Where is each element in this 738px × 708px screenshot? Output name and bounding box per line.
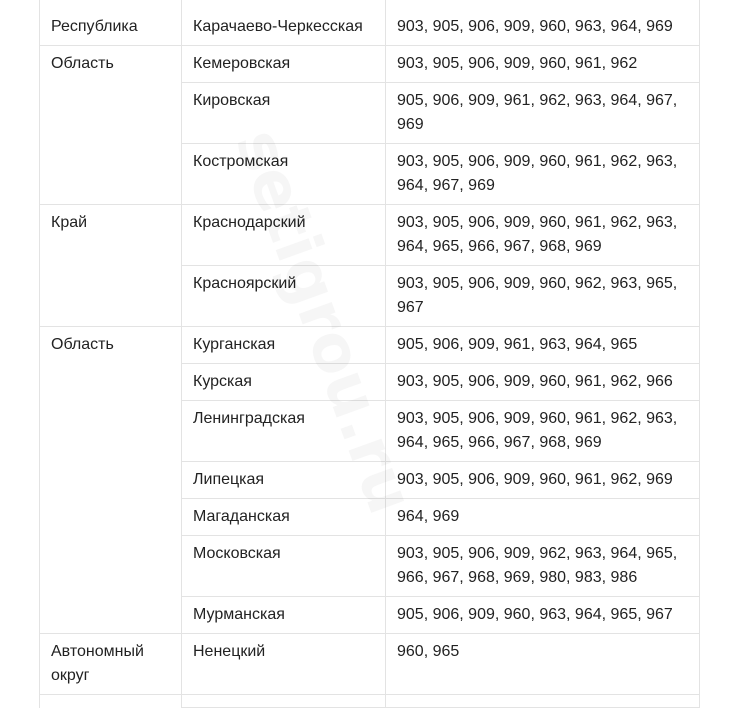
codes-cell xyxy=(386,536,700,597)
operator-codes: 964, 969 xyxy=(397,508,460,525)
table-row xyxy=(40,83,700,144)
table-row xyxy=(40,401,700,462)
region-type: Край xyxy=(51,214,88,231)
codes-cell xyxy=(386,634,700,695)
region-name-cell xyxy=(182,46,386,83)
table-row xyxy=(40,536,700,597)
region-name-cell xyxy=(182,144,386,205)
table-row xyxy=(40,364,700,401)
region-type-cell xyxy=(40,597,182,634)
operator-codes: 903, 905, 906, 909, 960, 961, 962, 963, 964, 965, 966, 967, 968, 969 xyxy=(397,214,678,255)
operator-codes: 903, 905, 906, 909, 962, 963, 964, 965, 966, 967, 968, 969, 980, 983, 986 xyxy=(397,545,678,586)
region-name-cell xyxy=(182,327,386,364)
region-name: Кировская xyxy=(193,92,271,109)
operator-codes: 905, 906, 909, 961, 962, 963, 964, 967, 969 xyxy=(397,92,678,133)
region-name: Курская xyxy=(193,373,252,390)
codes-cell xyxy=(386,327,700,364)
region-name: Мурманская xyxy=(193,606,285,623)
region-type-cell xyxy=(40,83,182,144)
region-name-cell xyxy=(182,536,386,597)
region-name: Курганская xyxy=(193,336,276,353)
operator-codes: 905, 906, 909, 961, 963, 964, 965 xyxy=(397,336,638,353)
codes-cell xyxy=(386,83,700,144)
table-row xyxy=(40,205,700,266)
region-type: Область xyxy=(51,55,114,72)
operator-codes: 903, 905, 906, 909, 960, 961, 962, 963, 964, 965, 966, 967, 968, 969 xyxy=(397,410,678,451)
operator-codes-table xyxy=(39,0,700,708)
region-name: Костромская xyxy=(193,153,289,170)
operator-codes: 903, 905, 906, 909, 960, 961, 962, 963, 964, 967, 969 xyxy=(397,153,678,194)
region-type-cell xyxy=(40,46,182,83)
codes-cell xyxy=(386,499,700,536)
operator-codes: 903, 905, 906, 909, 960, 961, 962, 966 xyxy=(397,373,673,390)
region-name: Ленинградская xyxy=(193,410,305,427)
region-name: Магаданская xyxy=(193,508,290,525)
region-name-cell xyxy=(182,364,386,401)
region-type xyxy=(51,536,170,548)
empty-cell xyxy=(182,695,386,708)
region-type: Автономный округ xyxy=(51,643,144,684)
table-row xyxy=(40,597,700,634)
operator-codes: 903, 905, 906, 909, 960, 962, 963, 965, 967 xyxy=(397,275,678,316)
table-row xyxy=(40,266,700,327)
region-type-cell xyxy=(40,462,182,499)
region-type xyxy=(51,597,170,609)
region-type xyxy=(51,401,170,413)
empty-cell xyxy=(386,695,700,708)
codes-cell xyxy=(386,597,700,634)
region-type xyxy=(51,83,170,95)
region-type: Республика xyxy=(51,18,138,35)
codes-cell xyxy=(386,364,700,401)
region-name: Красноярский xyxy=(193,275,297,292)
table-row xyxy=(40,46,700,83)
region-type-cell xyxy=(40,401,182,462)
region-name-cell xyxy=(182,499,386,536)
region-name-cell xyxy=(182,266,386,327)
table-row xyxy=(40,499,700,536)
operator-codes: 903, 905, 906, 909, 960, 961, 962, 969 xyxy=(397,471,673,488)
table-row-partial xyxy=(40,695,700,708)
codes-cell xyxy=(386,46,700,83)
empty-cell xyxy=(40,695,182,708)
table-row xyxy=(40,0,700,46)
region-type: Область xyxy=(51,336,114,353)
region-type-cell xyxy=(40,0,182,46)
region-name: Карачаево-Черкесская xyxy=(193,18,363,35)
region-type-cell xyxy=(40,364,182,401)
region-type-cell xyxy=(40,327,182,364)
region-type xyxy=(51,462,170,474)
table-row xyxy=(40,634,700,695)
codes-cell xyxy=(386,462,700,499)
region-name-cell xyxy=(182,401,386,462)
codes-cell xyxy=(386,401,700,462)
region-name-cell xyxy=(182,634,386,695)
region-name: Ненецкий xyxy=(193,643,266,660)
operator-codes: 903, 905, 906, 909, 960, 963, 964, 969 xyxy=(397,18,673,35)
region-type xyxy=(51,266,170,278)
operator-codes-table-container xyxy=(39,0,699,708)
region-type xyxy=(51,499,170,511)
region-name-cell xyxy=(182,597,386,634)
region-name: Краснодарский xyxy=(193,214,306,231)
region-type xyxy=(51,144,170,156)
region-name: Кемеровская xyxy=(193,55,291,72)
region-type-cell xyxy=(40,536,182,597)
table-row xyxy=(40,144,700,205)
operator-codes: 960, 965 xyxy=(397,643,460,660)
region-type-cell xyxy=(40,634,182,695)
region-name-cell xyxy=(182,462,386,499)
region-name: Московская xyxy=(193,545,281,562)
codes-cell xyxy=(386,0,700,46)
region-type-cell xyxy=(40,205,182,266)
operator-codes: 903, 905, 906, 909, 960, 961, 962 xyxy=(397,55,638,72)
region-type-cell xyxy=(40,499,182,536)
region-name-cell xyxy=(182,0,386,46)
region-name-cell xyxy=(182,83,386,144)
codes-cell xyxy=(386,205,700,266)
region-type xyxy=(51,364,170,376)
operator-codes: 905, 906, 909, 960, 963, 964, 965, 967 xyxy=(397,606,673,623)
codes-cell xyxy=(386,144,700,205)
table-row xyxy=(40,327,700,364)
region-name-cell xyxy=(182,205,386,266)
region-type-cell xyxy=(40,266,182,327)
region-name: Липецкая xyxy=(193,471,265,488)
region-type-cell xyxy=(40,144,182,205)
table-row xyxy=(40,462,700,499)
codes-cell xyxy=(386,266,700,327)
